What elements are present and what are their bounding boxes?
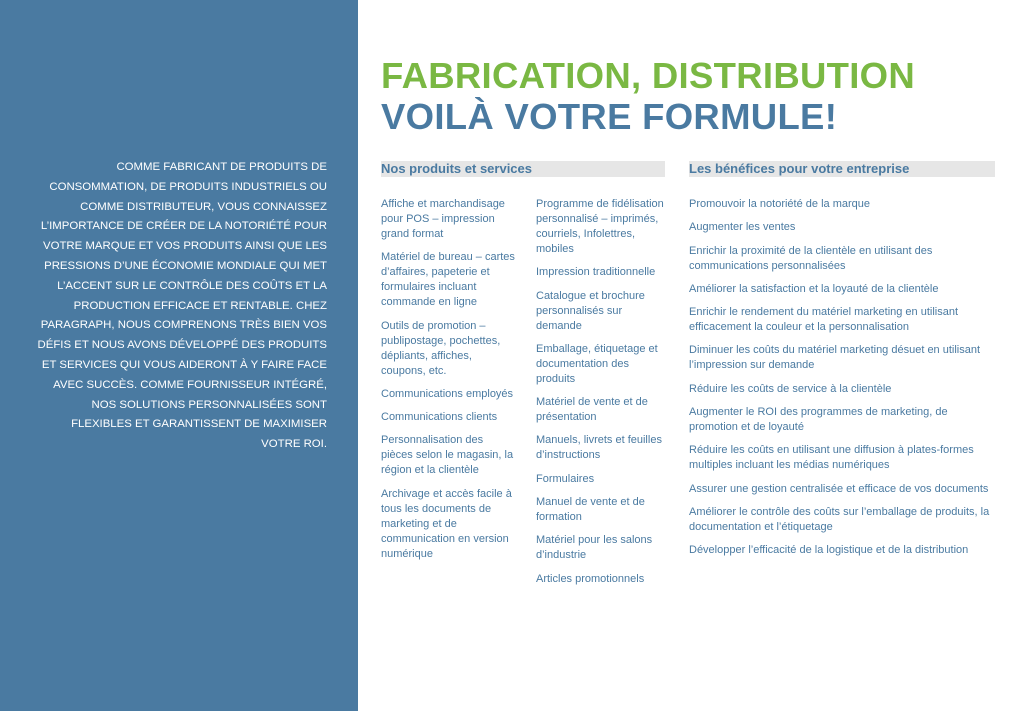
benefit-item: Enrichir le rendement du matériel marketing en utilisant efficacement la couleur et la personnalisation [689,306,959,334]
product-item: Archivage et accès facile à tous les documents de marketing et de communication en version numérique [381,487,512,560]
benefit-item: Enrichir la proximité de la clientèle en utilisant des communications personnalisées [689,244,933,272]
benefits-list [689,197,994,567]
benefit-item: Réduire les coûts de service à la clientèle [689,382,892,395]
product-item: Emballage, étiquetage et documentation des produits [536,342,658,385]
product-item: Manuels, livrets et feuilles d’instructions [536,434,662,462]
product-item: Matériel de vente et de présentation [536,396,648,424]
product-item: Outils de promotion – publipostage, pochettes, dépliants, affiches, coupons, etc. [381,319,501,377]
title-line-1: FABRICATION, DISTRIBUTION [381,55,916,96]
product-item: Catalogue et brochure personnalisés sur demande [536,289,645,332]
product-item: Personnalisation des pièces selon le magasin, la région et la clientèle [381,434,514,477]
benefit-item: Développer l’efficacité de la logistique et de la distribution [689,544,969,557]
benefit-item: Augmenter les ventes [689,221,796,234]
benefits-heading: Les bénéfices pour votre entreprise [689,161,995,177]
benefit-item: Améliorer la satisfaction et la loyauté de la clientèle [689,282,939,295]
product-item: Programme de fidélisation personnalisé – imprimés, courriels, Infolettres, mobiles [536,198,664,255]
product-item: Affiche et marchandisage pour POS – impression grand format [381,198,505,240]
product-item: Matériel pour les salons d’industrie [536,534,653,562]
sidebar-panel [0,0,358,711]
benefit-item: Réduire les coûts en utilisant une diffusion à plates-formes multiples incluant les médias numériques [689,444,974,472]
product-item: Formulaires [536,472,595,485]
title-line-2: VOILÀ VOTRE FORMULE! [381,96,838,137]
product-item: Articles promotionnels [536,572,645,585]
product-item: Impression traditionnelle [536,266,656,279]
products-heading: Nos produits et services [381,161,665,177]
product-item: Matériel de bureau – cartes d’affaires, papeterie et formulaires incluant commande en ligne [381,251,515,309]
products-list-column-1 [381,197,516,570]
product-item: Communications employés [381,387,514,400]
benefit-item: Promouvoir la notoriété de la marque [689,198,870,210]
benefit-item: Diminuer les coûts du matériel marketing désuet en utilisant l’impression sur demande [689,344,981,372]
product-item: Manuel de vente et de formation [536,496,645,524]
page-title [381,55,915,137]
benefit-item: Assurer une gestion centralisée et efficace de vos documents [689,482,989,495]
benefit-item: Augmenter le ROI des programmes de marketing, de promotion et de loyauté [689,406,948,434]
products-list-column-2 [536,197,671,595]
benefit-item: Améliorer le contrôle des coûts sur l’emballage de produits, la documentation et l’étiquetage [689,505,990,533]
intro-paragraph: COMME FABRICANT DE PRODUITS DE CONSOMMATION, DE PRODUITS INDUSTRIELS OU COMME DISTRIBUTEUR, VOUS CONNAISSEZ L’IMPORTANCE DE CRÉER DE LA NOTORIÉTÉ POUR VOTRE MARQUE ET VOS PRODUITS AINSI QUE LES PRESSIONS D’UNE ÉCONOMIE MONDIALE QUI MET L’ACCENT SUR LE CONTRÔLE DES COÛTS ET LA PRODUCTION EFFICACE ET RENTABLE. CHEZ PARAGRAPH, NOUS COMPRENONS TRÈS BIEN VOS DÉFIS ET NOUS AVONS DÉVELOPPÉ DES PRODUITS ET SERVICES QUI VOUS AIDERONT À Y FAIRE FACE AVEC SUCCÈS. COMME FOURNISSEUR INTÉGRÉ, NOS SOLUTIONS PERSONNALISÉES SONT FLEXIBLES ET GARANTISSENT DE MAXIMISER VOTRE ROI. [37,161,327,451]
product-item: Communications clients [381,411,498,424]
